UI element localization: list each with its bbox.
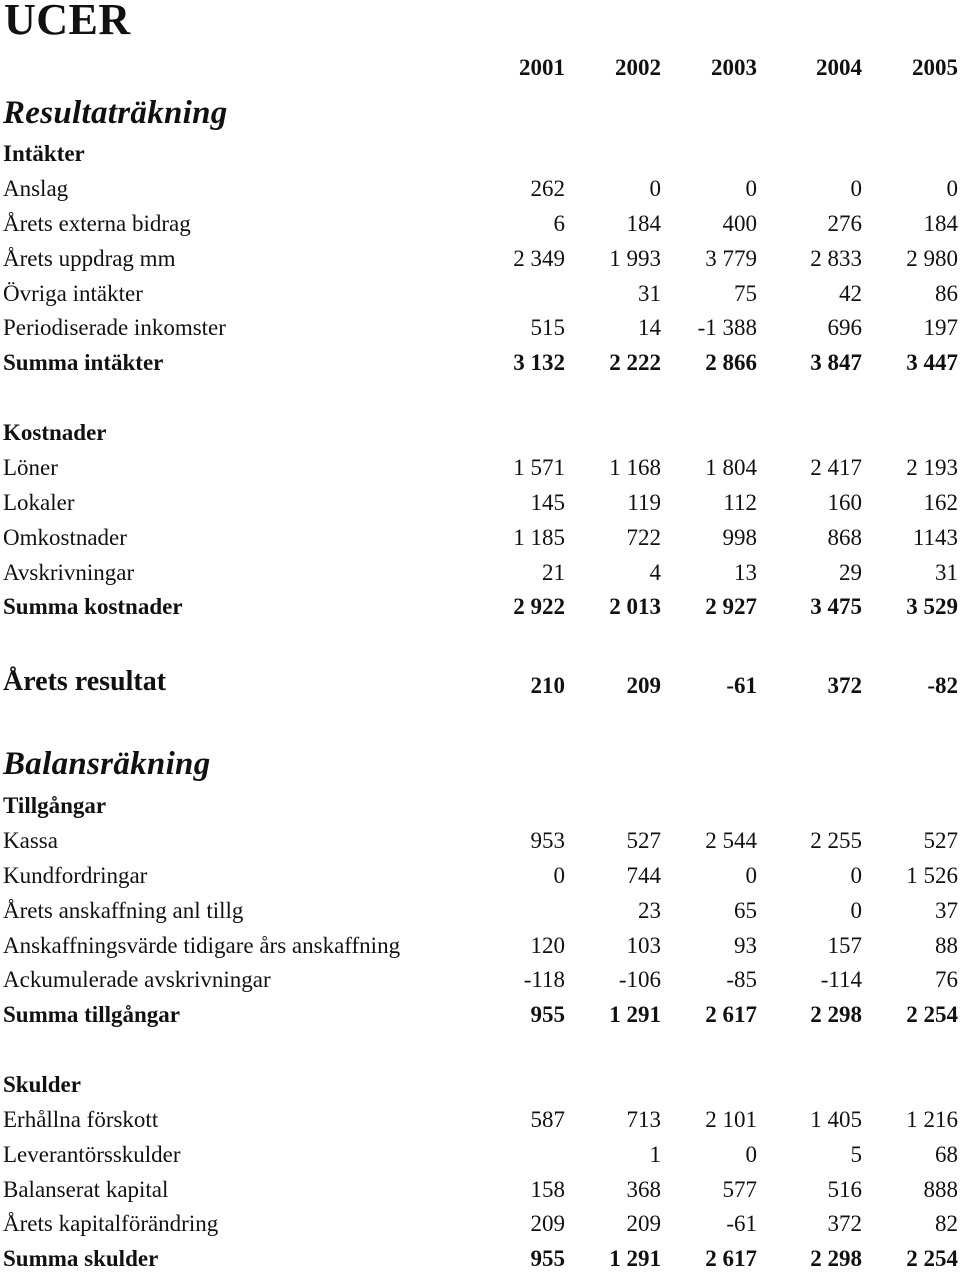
table-row: [0, 962, 960, 997]
year-cell: 2005: [912, 55, 958, 80]
value-cell: 2 013: [609, 594, 661, 619]
value-cell: 3 779: [705, 246, 757, 271]
table-row: [0, 171, 960, 206]
value-cell: 1 168: [609, 455, 661, 480]
total-row: [0, 997, 960, 1032]
row-label: Leverantörsskulder: [3, 1142, 181, 1167]
group-heading: Intäkter: [3, 141, 85, 166]
group-heading: Skulder: [3, 1072, 81, 1097]
row-label: Anslag: [3, 176, 69, 201]
value-cell: 21: [542, 560, 565, 585]
table-row: [0, 1102, 960, 1137]
value-cell: 42: [839, 281, 862, 306]
value-cell: 0: [850, 176, 862, 201]
table-row: [0, 310, 960, 345]
value-cell: 0: [745, 176, 757, 201]
value-cell: 868: [827, 525, 862, 550]
value-cell: 2 222: [609, 350, 661, 375]
table-row: [0, 520, 960, 555]
value-cell: 0: [745, 1142, 757, 1167]
table-row: [0, 928, 960, 963]
value-cell: 0: [745, 863, 757, 888]
group-heading-row: [0, 1067, 960, 1102]
value-cell: 2 298: [810, 1246, 862, 1271]
value-cell: 713: [626, 1107, 661, 1132]
row-label: Summa kostnader: [3, 594, 183, 619]
value-cell: 998: [722, 525, 757, 550]
value-cell: 82: [935, 1211, 958, 1236]
value-cell: 29: [839, 560, 862, 585]
value-cell: 209: [626, 1211, 661, 1236]
year-cell: 2003: [711, 55, 757, 80]
value-cell: 722: [626, 525, 661, 550]
value-cell: 1 291: [609, 1002, 661, 1027]
value-cell: 88: [935, 933, 958, 958]
value-cell: 276: [827, 211, 862, 236]
row-label: Avskrivningar: [3, 560, 135, 585]
value-cell: 2 544: [705, 828, 757, 853]
value-cell: 75: [734, 281, 757, 306]
row-label: Summa intäkter: [3, 350, 164, 375]
value-cell: 120: [530, 933, 565, 958]
value-cell: 1 526: [906, 863, 958, 888]
total-row: [0, 589, 960, 624]
value-cell: 2 254: [906, 1002, 958, 1027]
table-row: [0, 1137, 960, 1172]
section-heading: Resultaträkning: [3, 95, 228, 131]
value-cell: 157: [827, 933, 862, 958]
row-label: Ackumulerade avskrivningar: [3, 967, 271, 992]
value-cell: 1: [649, 1142, 661, 1167]
value-cell: 210: [530, 673, 565, 698]
value-cell: 2 254: [906, 1246, 958, 1271]
value-cell: 2 927: [705, 594, 757, 619]
value-cell: 184: [626, 211, 661, 236]
value-cell: 3 529: [906, 594, 958, 619]
row-label: Årets resultat: [3, 666, 167, 697]
year-cell: 2001: [519, 55, 565, 80]
value-cell: 3 132: [513, 350, 565, 375]
row-label: Årets anskaffning anl tillg: [3, 898, 244, 923]
value-cell: 2 255: [810, 828, 862, 853]
income-statement-heading: [0, 92, 960, 134]
value-cell: 368: [626, 1177, 661, 1202]
value-cell: 1 405: [810, 1107, 862, 1132]
table-row: [0, 485, 960, 520]
value-cell: 209: [530, 1211, 565, 1236]
value-cell: 2 833: [810, 246, 862, 271]
value-cell: 119: [627, 490, 661, 515]
row-label: Periodiserade inkomster: [3, 315, 226, 340]
row-label: Summa skulder: [3, 1246, 159, 1271]
total-row: [0, 1241, 960, 1276]
row-label: Erhållna förskott: [3, 1107, 159, 1132]
row-label: Löner: [3, 455, 58, 480]
row-label: Årets externa bidrag: [3, 211, 191, 236]
row-label: Lokaler: [3, 490, 75, 515]
value-cell: 2 349: [513, 246, 565, 271]
result-row: [0, 664, 960, 704]
group-heading: Tillgångar: [3, 793, 107, 818]
value-cell: 31: [935, 560, 958, 585]
table-row: [0, 1172, 960, 1207]
value-cell: 2 866: [705, 350, 757, 375]
table-row: [0, 241, 960, 276]
table-row: [0, 206, 960, 241]
total-row: [0, 345, 960, 380]
group-heading: Kostnader: [3, 420, 107, 445]
value-cell: 1143: [912, 525, 958, 550]
value-cell: 3 847: [810, 350, 862, 375]
group-heading-row: [0, 415, 960, 450]
group-heading-row: [0, 136, 960, 171]
value-cell: 184: [923, 211, 958, 236]
balance-sheet-heading: [0, 743, 960, 785]
value-cell: 0: [946, 176, 958, 201]
value-cell: 162: [923, 490, 958, 515]
row-label: Anskaffningsvärde tidigare års anskaffning: [3, 933, 401, 958]
value-cell: 262: [530, 176, 565, 201]
value-cell: 160: [827, 490, 862, 515]
value-cell: 3 447: [906, 350, 958, 375]
value-cell: -82: [927, 673, 958, 698]
value-cell: 1 291: [609, 1246, 661, 1271]
page-title: UCER: [4, 0, 131, 44]
value-cell: 65: [734, 898, 757, 923]
value-cell: 158: [530, 1177, 565, 1202]
value-cell: 696: [827, 315, 862, 340]
value-cell: 0: [649, 176, 661, 201]
value-cell: 2 617: [705, 1002, 757, 1027]
row-label: Årets uppdrag mm: [3, 246, 176, 271]
table-row: [0, 276, 960, 311]
value-cell: 13: [734, 560, 757, 585]
value-cell: -1 388: [697, 315, 757, 340]
value-cell: 209: [626, 673, 661, 698]
table-row: [0, 1206, 960, 1241]
value-cell: 2 101: [705, 1107, 757, 1132]
row-label: Summa tillgångar: [3, 1002, 180, 1027]
value-cell: 197: [923, 315, 958, 340]
value-cell: 93: [734, 933, 757, 958]
value-cell: 527: [923, 828, 958, 853]
value-cell: 515: [530, 315, 565, 340]
year-cell: 2004: [816, 55, 862, 80]
value-cell: 76: [935, 967, 958, 992]
value-cell: 2 980: [906, 246, 958, 271]
value-cell: 516: [827, 1177, 862, 1202]
value-cell: 1 185: [513, 525, 565, 550]
value-cell: 2 298: [810, 1002, 862, 1027]
value-cell: 4: [649, 560, 661, 585]
value-cell: -106: [618, 967, 661, 992]
row-label: Omkostnader: [3, 525, 127, 550]
value-cell: 1 804: [705, 455, 757, 480]
group-heading-row: [0, 788, 960, 823]
value-cell: 955: [530, 1002, 565, 1027]
value-cell: 2 922: [513, 594, 565, 619]
table-row: [0, 823, 960, 858]
value-cell: 37: [935, 898, 958, 923]
value-cell: 1 993: [609, 246, 661, 271]
value-cell: 6: [553, 211, 565, 236]
value-cell: -118: [523, 967, 565, 992]
value-cell: 0: [850, 863, 862, 888]
value-cell: 577: [722, 1177, 757, 1202]
table-row: [0, 555, 960, 590]
row-label: Övriga intäkter: [3, 281, 143, 306]
value-cell: 86: [935, 281, 958, 306]
value-cell: 3 475: [810, 594, 862, 619]
value-cell: 1 216: [906, 1107, 958, 1132]
value-cell: -114: [820, 967, 862, 992]
value-cell: 2 417: [810, 455, 862, 480]
value-cell: 112: [723, 490, 757, 515]
row-label: Årets kapitalförändring: [3, 1211, 219, 1236]
value-cell: 31: [638, 281, 661, 306]
value-cell: 23: [638, 898, 661, 923]
value-cell: 400: [722, 211, 757, 236]
value-cell: 145: [530, 490, 565, 515]
value-cell: -61: [726, 673, 757, 698]
year-cell: 2002: [615, 55, 661, 80]
value-cell: 744: [626, 863, 661, 888]
section-heading: Balansräkning: [3, 746, 211, 782]
value-cell: 5: [850, 1142, 862, 1167]
value-cell: 68: [935, 1142, 958, 1167]
value-cell: 888: [923, 1177, 958, 1202]
value-cell: 0: [850, 898, 862, 923]
value-cell: 2 617: [705, 1246, 757, 1271]
value-cell: 103: [626, 933, 661, 958]
row-label: Kundfordringar: [3, 863, 148, 888]
table-row: [0, 450, 960, 485]
value-cell: 2 193: [906, 455, 958, 480]
value-cell: 372: [827, 673, 862, 698]
value-cell: 527: [626, 828, 661, 853]
year-header-row: [0, 50, 960, 85]
table-row: [0, 858, 960, 893]
value-cell: 955: [530, 1246, 565, 1271]
value-cell: 372: [827, 1211, 862, 1236]
row-label: Balanserat kapital: [3, 1177, 169, 1202]
value-cell: -85: [726, 967, 757, 992]
value-cell: 587: [530, 1107, 565, 1132]
value-cell: 0: [553, 863, 565, 888]
table-row: [0, 893, 960, 928]
value-cell: -61: [726, 1211, 757, 1236]
row-label: Kassa: [3, 828, 58, 853]
value-cell: 1 571: [513, 455, 565, 480]
value-cell: 953: [530, 828, 565, 853]
value-cell: 14: [638, 315, 661, 340]
